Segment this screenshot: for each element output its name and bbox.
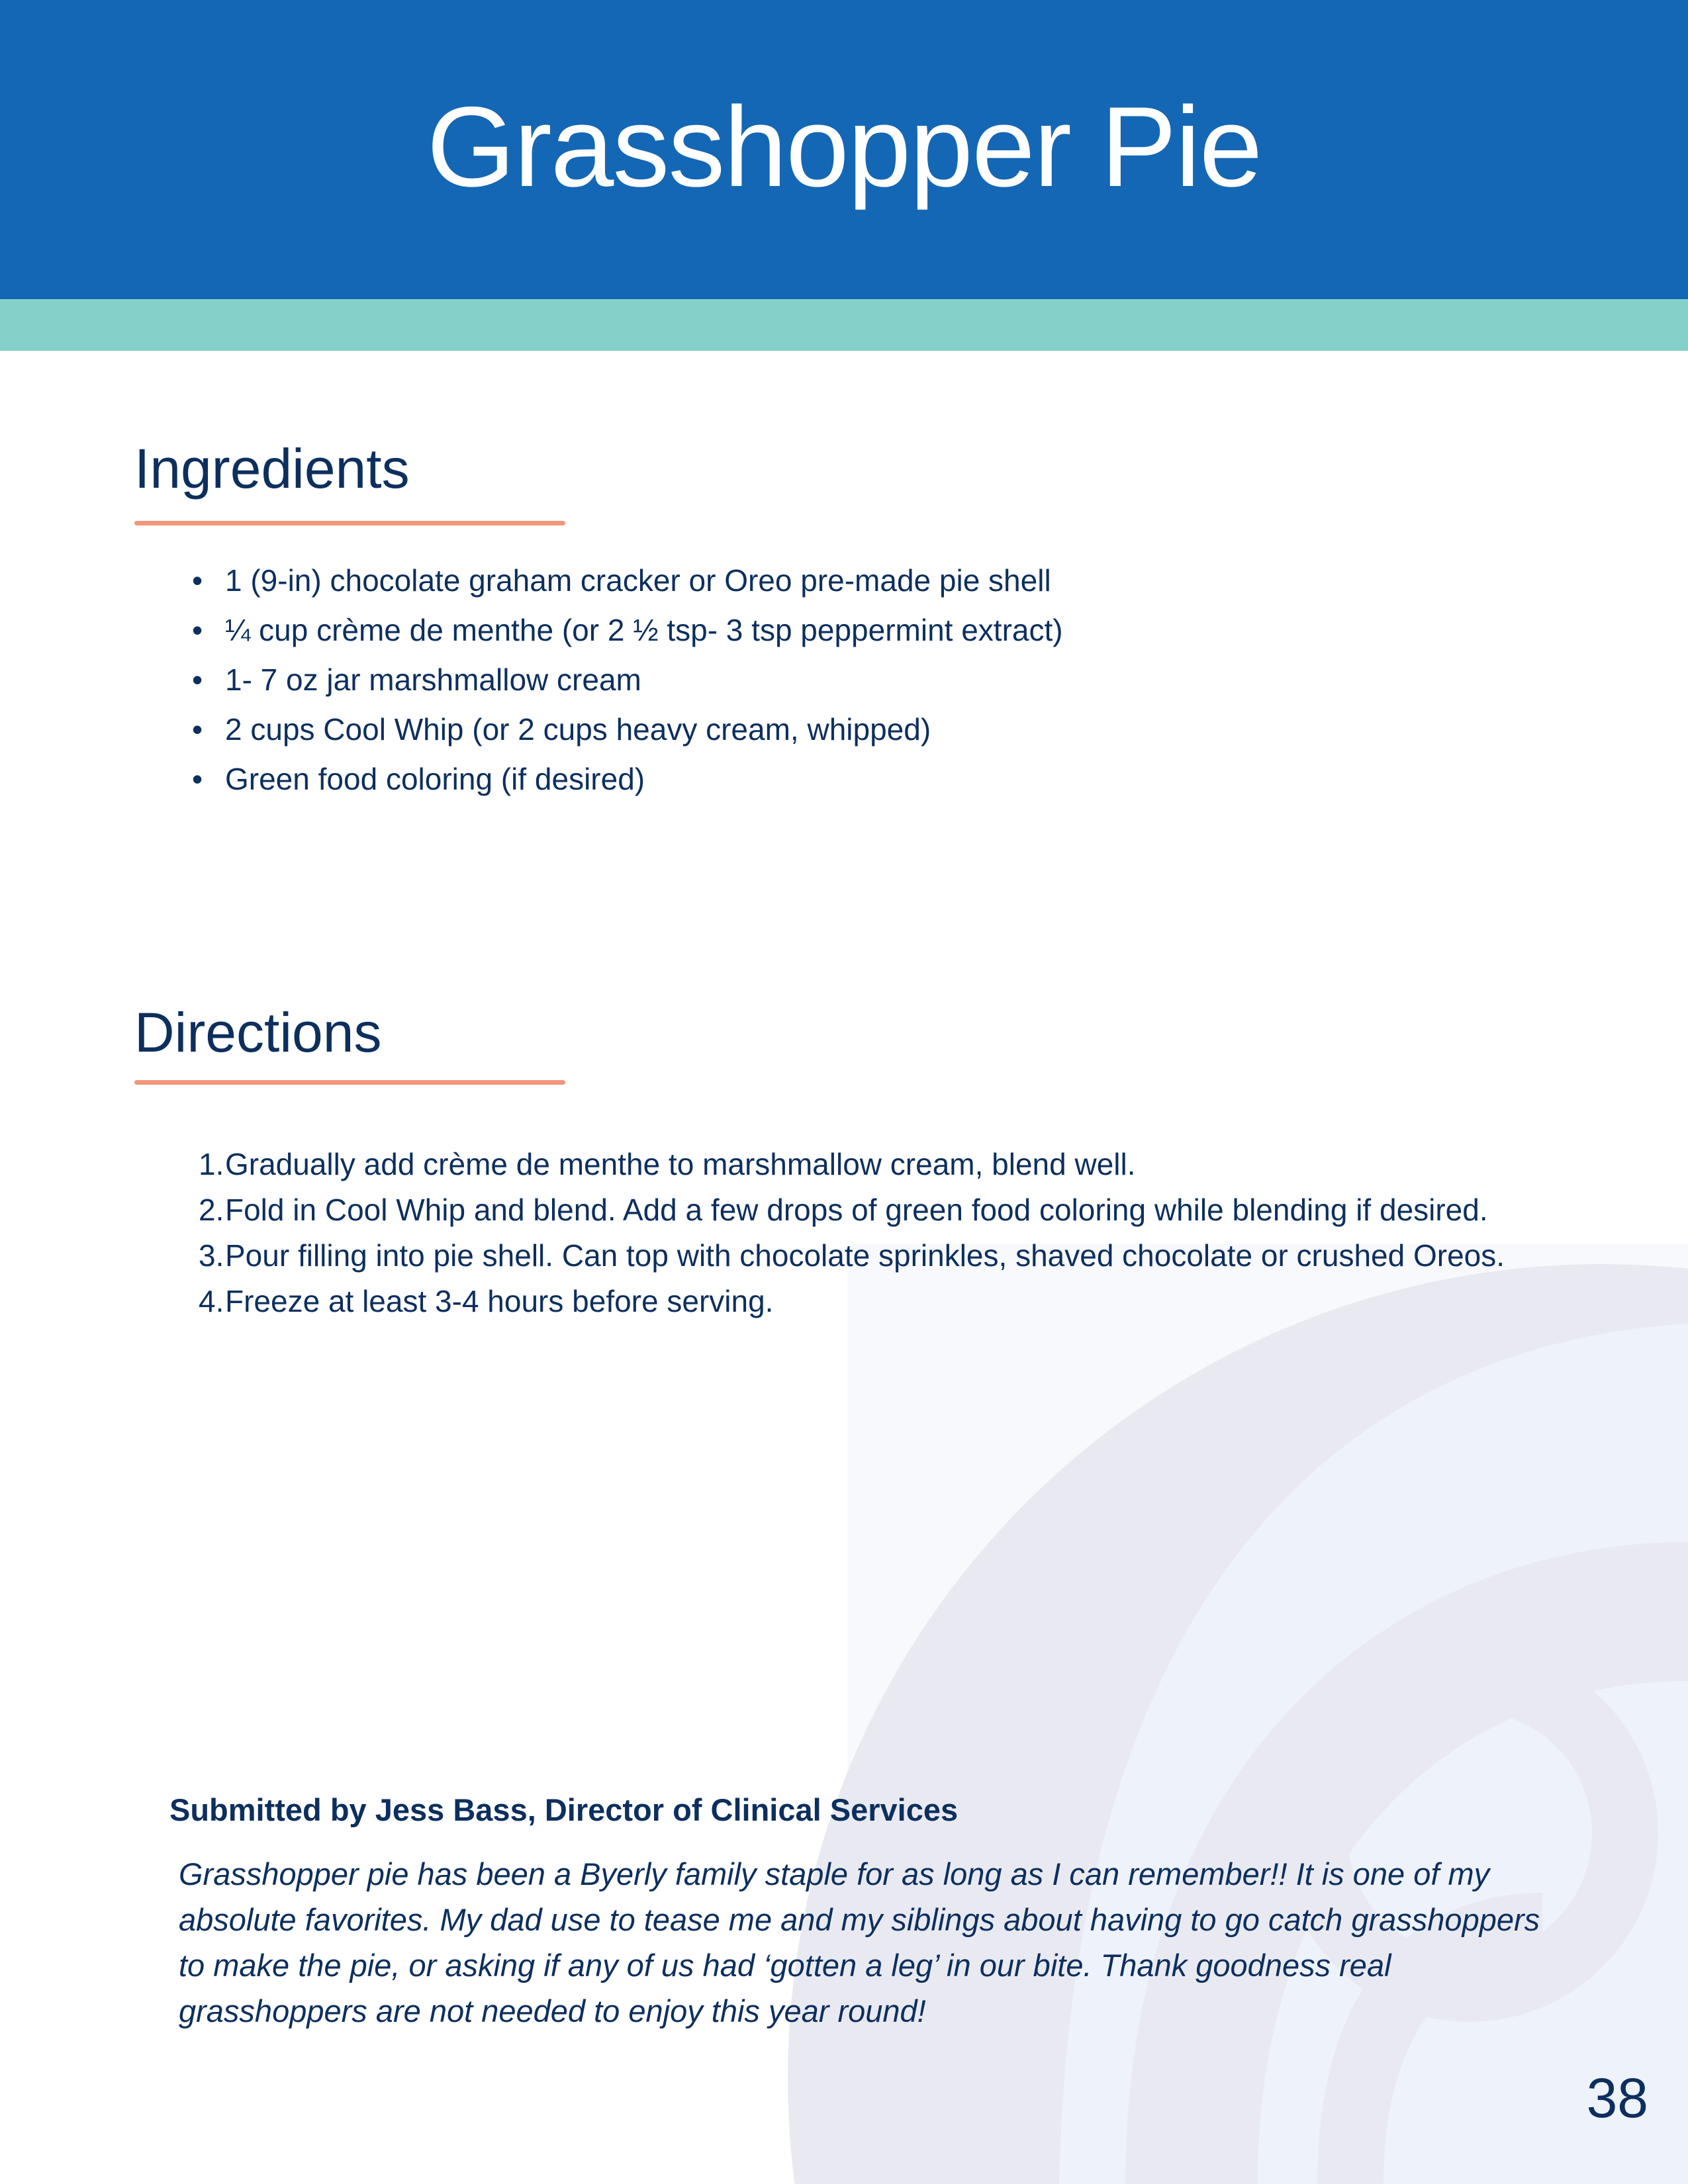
direction-step	[192, 1142, 1505, 1187]
ingredient-item: • 1 (9-in) chocolate graham cracker or Oreo pre-made pie shell	[192, 556, 1063, 606]
ingredient-item: • Green food coloring (if desired)	[192, 754, 1063, 804]
ingredients-heading: Ingredients	[134, 437, 410, 500]
submitter-byline: Submitted by Jess Bass, Director of Clinical Services	[169, 1792, 959, 1827]
header-accent-band	[0, 299, 1688, 351]
direction-step	[192, 1187, 1505, 1233]
ingredient-item: • 2 cups Cool Whip (or 2 cups heavy cream, whipped)	[192, 705, 1063, 754]
page-title: Grasshopper Pie	[426, 83, 1262, 210]
step-number: 2.	[199, 1193, 224, 1227]
step-text: Freeze at least 3-4 hours before serving.	[225, 1284, 774, 1318]
directions-heading: Directions	[134, 1001, 382, 1064]
direction-step	[192, 1233, 1505, 1279]
step-number: 4.	[199, 1284, 224, 1318]
direction-step	[192, 1279, 1505, 1324]
ingredient-item: • 1- 7 oz jar marshmallow cream	[192, 655, 1063, 705]
ingredient-item: • ¼ cup crème de menthe (or 2 ½ tsp- 3 tsp peppermint extract)	[192, 606, 1063, 655]
step-text: Gradually add crème de menthe to marshmallow cream, blend well.	[225, 1147, 1136, 1181]
ingredients-heading-rule	[134, 521, 565, 525]
direction-list	[192, 1142, 1505, 1324]
step-number: 1.	[199, 1147, 224, 1181]
page-number: 38	[1586, 2067, 1648, 2129]
ingredient-list	[192, 556, 1063, 804]
step-text: Pour filling into pie shell. Can top with chocolate sprinkles, shaved chocolate or crushed Oreos.	[225, 1238, 1505, 1273]
submitter-story: Grasshopper pie has been a Byerly family staple for as long as I can remember!! It is one of my absolute favorites. My dad use to tease me and my siblings about having to go catch grasshoppers to make the pie, or asking if any of us had ‘gotten a leg’ in our bite. Thank goodness real grasshoppers are not needed to enjoy this year round!	[179, 1856, 1540, 2028]
step-number: 3.	[199, 1238, 224, 1273]
step-text: Fold in Cool Whip and blend. Add a few drops of green food coloring while blending if desired.	[225, 1193, 1488, 1227]
directions-heading-rule	[134, 1080, 565, 1085]
